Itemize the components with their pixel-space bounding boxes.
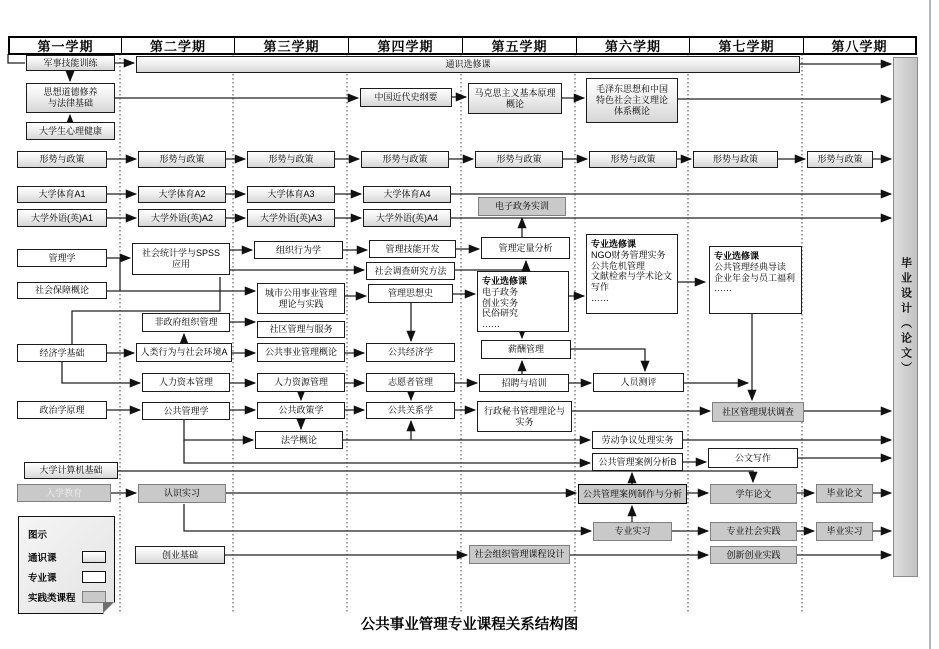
box-management-history [368,284,453,303]
box-graduation-thesis [816,484,873,503]
box-label: 薪酬管理 [507,344,544,355]
box-label: 形势与政策 [712,154,758,165]
box-public-relations [366,402,455,419]
box-label: 公共政策学 [278,405,324,416]
box-label: 大学生心理健康 [38,125,102,136]
box-label: 专业实习 [614,526,651,537]
box-annual-thesis [710,484,797,504]
semester-header-1: 第一学期 [10,38,122,53]
box-label: 社区管理现状调查 [721,406,794,417]
box-social-practice [710,522,797,541]
box-label: 公共管理案例制作与分析 [582,488,682,499]
box-line: 公共管理经典导读 [714,261,787,272]
box-entrepreneurship-basics [135,546,225,564]
box-line: 文献检索与学术论文 [591,271,673,282]
box-line: …… [482,319,500,330]
box-label: 人员测评 [620,377,657,388]
box-hr-management [257,373,345,392]
box-line: 体系概论 [613,105,650,116]
box-line: 理论与实践 [278,298,324,309]
box-modern-history [360,88,452,107]
box-label: 人力资源管理 [273,377,328,388]
box-graduation-internship [816,522,873,541]
box-label: 大学外语(英)A2 [150,212,213,223]
box-line: 马克思主义基本原理 [474,87,556,98]
box-political-science [17,401,107,419]
semester-header-4: 第四学期 [349,38,463,53]
box-label: 管理学 [48,252,76,263]
box-urban-utilities [257,283,345,314]
box-label: 大学外语(英)A4 [375,212,438,223]
box-label: 人力资本管理 [158,377,213,388]
box-situation-policy-8 [807,151,873,168]
box-official-writing [708,448,798,468]
box-label: 公共事业管理概论 [264,347,337,358]
box-situation-policy-1 [17,151,107,168]
box-public-utilities-intro [257,343,345,362]
box-situation-policy-7 [693,151,778,168]
legend-fold-icon [103,602,114,613]
box-pe-a4 [363,186,451,203]
box-line: 城市公用事业管理 [264,287,337,298]
legend-swatch-g [82,551,106,563]
box-label: 电子政务实训 [494,201,549,212]
box-management [17,249,107,267]
box-label: 组织行为学 [275,244,321,255]
box-english-a1 [17,209,107,227]
box-label: 专业社会实践 [726,526,781,537]
box-survey-methods [366,262,455,280]
box-label: 劳动争议处理实务 [601,434,674,445]
box-line: …… [714,283,732,294]
box-situation-policy-4 [361,151,449,168]
box-label: 形势与政策 [817,154,863,165]
box-label: 政治学原理 [39,404,85,415]
box-military-training [26,55,115,71]
box-cognition-practice [138,484,226,503]
semester-header-6: 第六学期 [577,38,690,53]
box-line: 写作 [591,282,610,293]
box-label: 管理思想史 [387,288,433,299]
box-line: 行政秘书管理理论与 [483,405,565,416]
box-case-making-analysis [578,484,687,504]
box-english-a2 [138,209,226,227]
box-label: 大学体育A2 [158,189,206,200]
box-electives-s6 [586,234,678,314]
box-pe-a1 [17,186,107,203]
legend-item-label: 专业课 [28,573,57,584]
legend-item-label: 通识课 [28,553,57,564]
box-label: 大学体育A4 [383,189,431,200]
graduation-design-bar [893,57,918,577]
box-label: 大学外语(英)A1 [30,212,93,223]
box-label: 形势与政策 [610,154,656,165]
box-label: 大学计算机基础 [39,465,103,476]
box-label: 形势与政策 [496,154,542,165]
box-line: 毛泽东思想和中国 [595,84,668,95]
box-label: 通识选修课 [445,59,491,70]
box-line: 专业选修课 [482,276,528,286]
box-innovation-practice [710,546,797,564]
box-label: 创业基础 [161,549,198,560]
box-volunteer-management [366,373,455,392]
box-english-a3 [247,209,335,227]
box-label: 入学教育 [45,487,82,498]
box-human-behavior [136,343,232,362]
box-mental-health [26,122,115,140]
diagram-title: 公共事业管理专业课程关系结构图 [360,617,579,633]
legend-item-label: 实践类课程 [28,593,76,604]
box-line: 电子政务 [482,286,519,297]
box-line: …… [591,292,609,303]
box-label: 形势与政策 [159,154,205,165]
legend-title: 图示 [28,530,48,541]
box-labor-dispute [592,431,683,449]
box-label: 公共管理学 [163,405,209,416]
box-label: 社会调查研究方法 [374,265,447,276]
box-label: 管理技能开发 [385,243,440,254]
box-line: 创业实务 [482,297,519,308]
box-law-intro [255,431,343,449]
box-line: 应用 [171,259,190,269]
box-ngo-management [142,313,230,332]
box-label: 法学概论 [280,434,317,445]
box-line: 民俗研究 [482,308,519,319]
box-situation-policy-2 [138,151,226,168]
box-label: 经济学基础 [39,347,85,358]
box-social-org-course-design [469,545,570,564]
box-situation-policy-3 [247,151,335,168]
box-label: 社会组织管理课程设计 [474,549,565,560]
box-personnel-assessment [593,373,684,392]
box-recruitment-training [479,374,569,392]
box-label: 中国近代史纲要 [374,92,438,103]
box-public-management [142,402,230,420]
box-public-economics [366,343,455,362]
box-line: 企业年金与员工福利 [714,272,796,283]
box-label: 认识实习 [163,488,200,499]
box-public-policy [257,402,345,419]
box-label: 公共关系学 [387,405,433,416]
legend-items [28,550,106,604]
box-organizational-behavior [254,241,343,259]
box-line: 特色社会主义理论 [595,95,668,106]
box-enrollment-education [17,484,111,502]
box-label: 军事技能训练 [43,57,98,68]
box-line: 与法律基础 [47,98,93,108]
box-mao-theory [586,78,678,123]
box-label: 志愿者管理 [387,377,433,388]
semester-header-8: 第八学期 [804,38,915,53]
window-border-right [929,0,931,649]
semester-header-3: 第三学期 [235,38,349,53]
box-label: 非政府组织管理 [154,317,218,328]
box-electives-s7 [709,246,802,314]
box-spss [132,243,230,275]
semester-header-7: 第七学期 [690,38,804,53]
box-label: 大学外语(英)A3 [259,212,322,223]
box-label: 形势与政策 [268,154,314,165]
box-general-electives-bar [136,56,800,73]
box-case-analysis-b [592,453,683,471]
box-pe-a3 [247,186,335,203]
box-management-skills [369,240,456,258]
box-line: 专业选修课 [591,239,637,249]
box-label: 社区管理与服务 [269,324,333,335]
box-label: 人类行为与社会环境A [140,347,228,358]
box-line: 公共危机管理 [591,260,646,271]
box-label: 大学体育A1 [38,189,86,200]
box-label: 毕业论文 [826,488,863,499]
box-line: 社会统计学与SPSS [141,248,220,259]
box-line: NGO财务管理实务 [591,249,666,260]
box-salary-management [481,340,571,359]
box-label: 大学体育A3 [267,189,315,200]
box-community-service [257,321,345,338]
box-line: 思想道德修养 [43,87,98,98]
box-pe-a2 [138,186,226,203]
box-quantitative-analysis [481,237,570,259]
box-human-capital [142,373,230,392]
box-label: 形势与政策 [382,154,428,165]
box-community-survey [712,402,804,422]
box-ideology-morality [26,83,115,113]
box-label: 公文写作 [734,452,771,463]
box-label: 管理定量分析 [498,242,553,253]
box-situation-policy-6 [589,151,677,168]
box-line: 概论 [505,98,524,109]
box-social-security [17,282,107,299]
box-electives-s5 [477,271,569,332]
box-label: 招聘与培训 [501,377,547,388]
box-computer-basics [24,462,118,479]
box-economics-basics [17,344,107,362]
semester-header-5: 第五学期 [463,38,577,53]
box-marxism [468,83,562,114]
column-separators [120,54,802,612]
legend-item-g [28,550,106,564]
box-label: 公共经济学 [387,347,433,358]
box-label: 形势与政策 [39,154,85,165]
graduation-design-label: 毕业设计（论文） [899,257,912,377]
box-situation-policy-5 [475,151,563,168]
legend-item-p [28,590,106,604]
box-label: 社会保障概论 [34,285,89,296]
legend-box [18,516,115,614]
box-professional-practice [593,522,672,541]
semester-header-row [8,36,917,55]
box-label: 毕业实习 [826,526,863,537]
box-admin-secretary [477,401,572,432]
box-english-a4 [363,209,451,227]
box-line: 专业选修课 [714,251,760,261]
legend-item-m [28,570,106,584]
box-line: 实务 [515,416,534,427]
box-label: 公共管理案例分析B [598,456,677,467]
box-label: 创新创业实践 [726,549,781,560]
semester-header-2: 第二学期 [122,38,235,53]
box-egov-training [478,197,566,216]
legend-swatch-m [82,571,106,583]
box-label: 学年论文 [735,488,772,499]
